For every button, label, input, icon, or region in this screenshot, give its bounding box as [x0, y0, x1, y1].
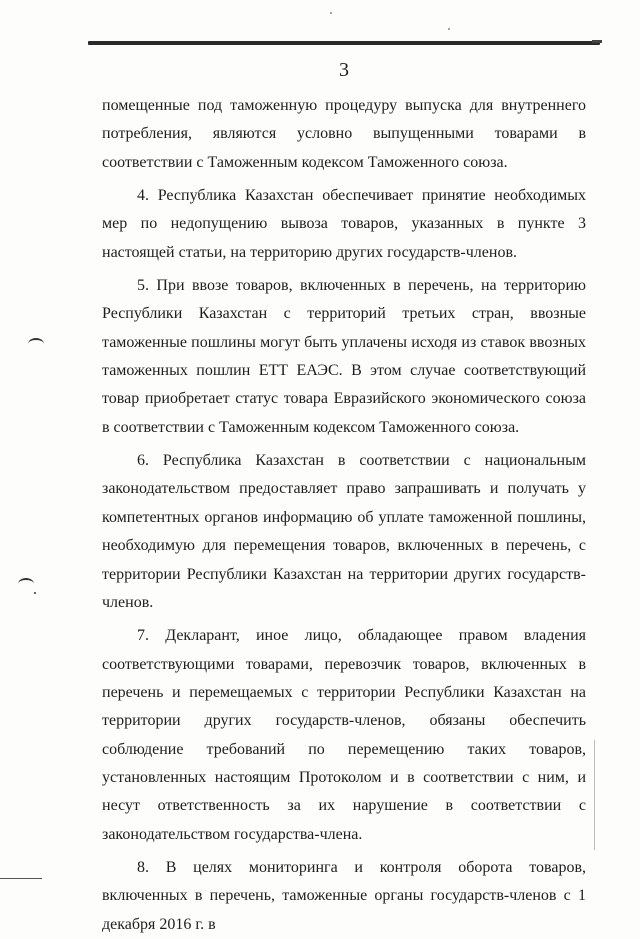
scan-speck — [34, 592, 36, 594]
page-edge-shadow — [594, 740, 595, 850]
binding-hole-mark — [28, 338, 44, 350]
paragraph-6: 6. Республика Казахстан в соответствии с национальным законодательством предоставляет право запрашивать и получать у компетентных органов информацию об уплате таможенной пошлины, необходимую для перемещения товаров, включенных в перечень, с территории Республики Казахстан на территории других государств-членов. — [102, 452, 586, 611]
paragraph-8: 8. В целях мониторинга и контроля оборота товаров, включенных в перечень, таможенные органы государств-членов с 1 декабря 2016 г. в — [102, 858, 586, 933]
paragraph-7: 7. Декларант, иное лицо, обладающее правом владения соответствующими товарами, перевозчик товаров, включенных в перечень и перемещаемых с территории Республики Казахстан на территории других государств-членов, обязаны обеспечить соблюдение требований по перемещению таких товаров, установленных настоящим Протоколом и в соответствии с ним, и несут ответственность за их нарушение в соответствии с законодательством государства-члена. — [102, 627, 586, 843]
scan-speck — [448, 28, 450, 30]
scan-speck — [330, 12, 332, 14]
paragraph-5: 5. При ввозе товаров, включенных в перечень, на территорию Республики Казахстан с территорий третьих стран, ввозные таможенные пошлины могут быть уплачены исходя из ставок ввозных таможенных пошлин ЕТТ ЕАЭС. В этом случае соответствующий товар приобретает статус товара Евразийского экономического союза в соответствии с Таможенным кодексом Таможенного союза. — [102, 277, 586, 436]
page-edge-line — [0, 878, 42, 879]
paragraph-continuation: помещенные под таможенную процедуру выпуска для внутреннего потребления, являются условно выпущенными товарами в соответствии с Таможенным кодексом Таможенного союза. — [102, 97, 586, 171]
page-number: 3 — [339, 59, 349, 81]
header-rule-end — [592, 40, 602, 43]
document-body — [102, 92, 586, 939]
binding-hole-mark — [18, 578, 34, 590]
header-rule — [88, 41, 600, 45]
paragraph-4: 4. Республика Казахстан обеспечивает принятие необходимых мер по недопущению вывоза товаров, указанных в пункте 3 настоящей статьи, на территорию других государств-членов. — [102, 187, 586, 261]
